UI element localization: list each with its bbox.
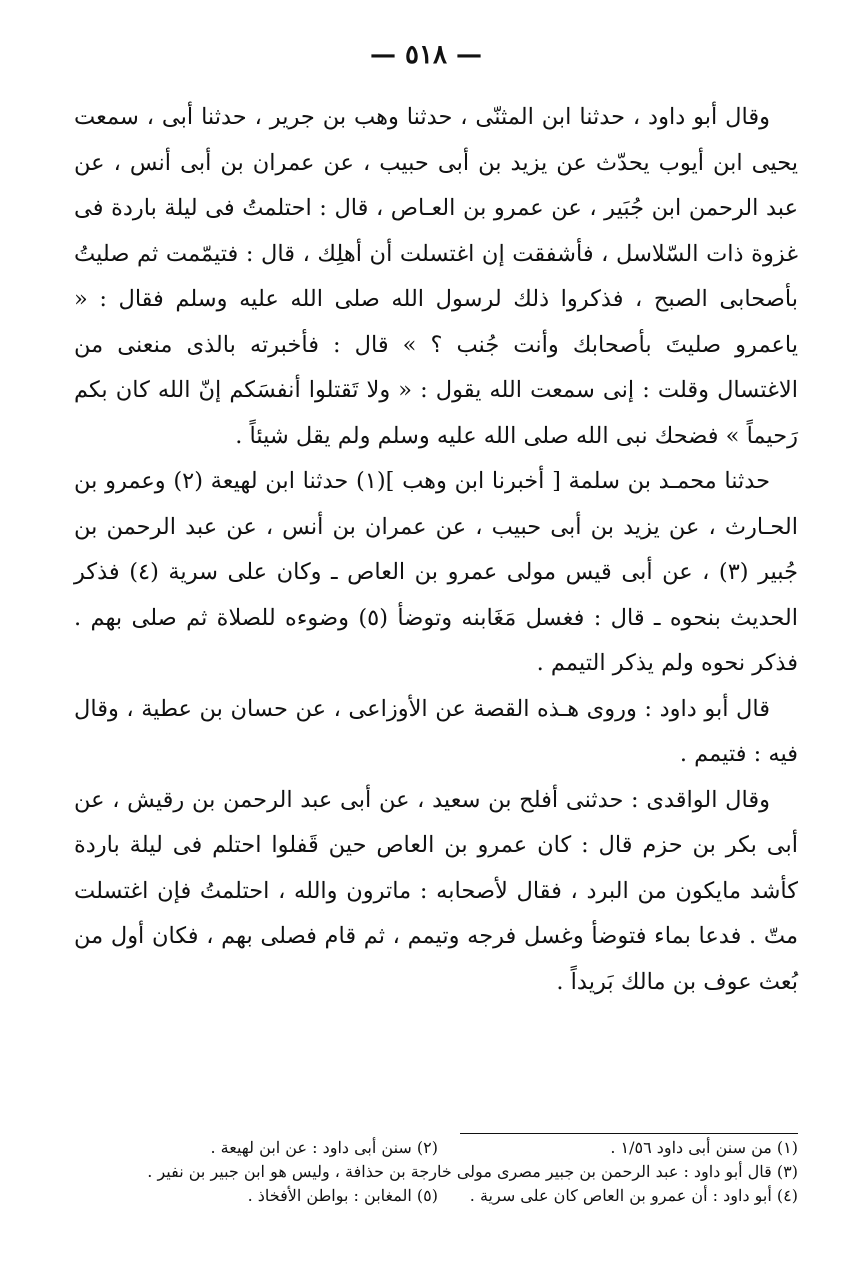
footnote-row [68,1136,798,1160]
paragraph-3: قال أبو داود : وروى هـذه القصة عن الأوزاعى ، عن حسان بن عطية ، وقال فيه : فتيمم . [74,695,798,767]
paragraph-2: حدثنا محمـد بن سلمة [ أخبرنا ابن وهب ](١) حدثنا ابن لهيعة (٢) وعمرو بن الحـارث ، عن يزيد بن أبى حبيب ، عن عمران بن أنس ، عن عبد الرحمن بن جُبير (٣) ، عن أبى قيس مولى عمرو بن العاص ـ وكان على سرية (٤) فذكر الحديث بنحوه ـ قال : فغسل مَغَابنه وتوضأ (٥) وضوءه للصلاة ثم صلى بهم . فذكر نحوه ولم يذكر التيمم . [74,468,798,676]
footnote-3: (٣) قال أبو داود : عبد الرحمن بن جبير مصرى مولى خارجة بن حذافة ، وليس هو ابن جبير بن نفير . [147,1162,798,1181]
footnote-5: (٥) المغابن : بواطن الأفخاذ . [247,1186,438,1205]
footnote-1: (١) من سنن أبى داود ١/٥٦ . [610,1138,798,1157]
paragraph-1: وقال أبو داود ، حدثنا ابن المثنّى ، حدثنا وهب بن جرير ، حدثنا أبى ، سمعت يحيى ابن أيوب يحدّث عن يزيد بن أبى حبيب ، عن عمران بن أبى أنس ، عن عبد الرحمن ابن جُبَير ، عن عمرو بن العـاص ، قال : احتلمتُ فى ليلة باردة فى غزوة ذات السّلاسل ، فأشفقت إن اغتسلت أن أهلِك ، قال : فتيمّمت ثم صليتُ بأصحابى الصبح ، فذكروا ذلك لرسول الله صلى الله عليه وسلم فقال : « ياعمرو صليتَ بأصحابك وأنت جُنب ؟ » قال : فأخبرته بالذى منعنى من الاغتسال وقلت : إنى سمعت الله يقول : « ولا تَقتلوا أنفسَكم إنّ الله كان بكم رَحيماً » فضحك نبى الله صلى الله عليه وسلم ولم يقل شيئاً . [74,104,798,449]
footnotes [68,1136,798,1208]
main-text [74,95,798,1005]
footnote-row [68,1184,798,1208]
footnote-divider [460,1133,798,1134]
footnote-2: (٢) سنن أبى داود : عن ابن لهيعة . [210,1138,438,1157]
paragraph-4: وقال الواقدى : حدثنى أفلح بن سعيد ، عن أبى عبد الرحمن بن رقيش ، عن أبى بكر بن حزم قال : كان عمرو بن العاص حين قَفلوا احتلم فى ليلة باردة كأشد مايكون من البرد ، فقال لأصحابه : ماترون والله ، احتلمتُ فإن اغتسلت متّ . فدعا بماء فتوضأ وغسل فرجه وتيمم ، ثم قام فصلى بهم ، فكان أول من بُعث عوف بن مالك بَريداً . [74,786,798,995]
page-number: — ٥١٨ — [369,40,483,70]
footnote-4: (٤) أبو داود : أن عمرو بن العاص كان على سرية . [469,1186,798,1205]
